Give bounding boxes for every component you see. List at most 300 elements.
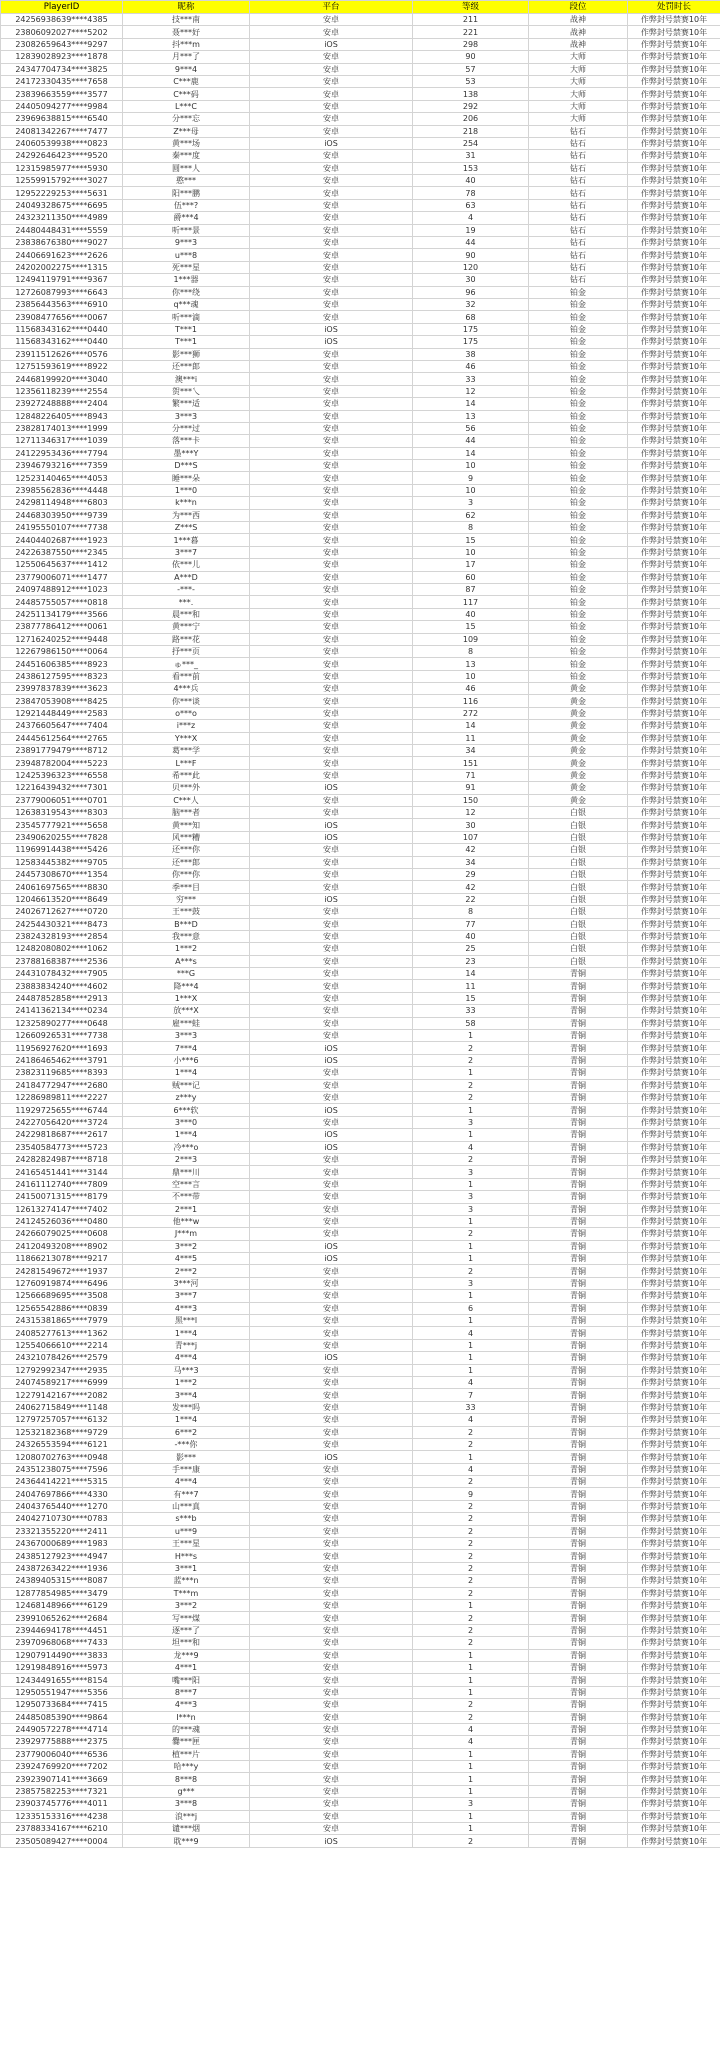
- penalty-cell: 作弊封号禁赛10年: [628, 844, 720, 856]
- player-id-cell: 24256938639****4385: [1, 14, 123, 26]
- table-row: [1, 732, 720, 744]
- platform-cell: 安卓: [250, 1575, 413, 1587]
- rank-cell: 战神: [529, 26, 628, 38]
- penalty-cell: 作弊封号禁赛10年: [628, 38, 720, 50]
- platform-cell: 安卓: [250, 1736, 413, 1748]
- nickname-cell: u***8: [123, 249, 250, 261]
- player-id-cell: 24405094277****9984: [1, 100, 123, 112]
- rank-cell: 钻石: [529, 150, 628, 162]
- table-row: [1, 831, 720, 843]
- penalty-cell: 作弊封号禁赛10年: [628, 1699, 720, 1711]
- table-row: [1, 1674, 720, 1686]
- platform-cell: 安卓: [250, 1389, 413, 1401]
- level-cell: 8: [413, 522, 529, 534]
- penalty-cell: 作弊封号禁赛10年: [628, 336, 720, 348]
- nickname-cell: 9***4: [123, 63, 250, 75]
- player-id-cell: 24195550107****7738: [1, 522, 123, 534]
- platform-cell: 安卓: [250, 1699, 413, 1711]
- player-id-cell: 23997837839****3623: [1, 683, 123, 695]
- platform-cell: 安卓: [250, 980, 413, 992]
- player-id-cell: 23545777921****5658: [1, 819, 123, 831]
- penalty-cell: 作弊封号禁赛10年: [628, 1476, 720, 1488]
- nickname-cell: 雇***蛙: [123, 1017, 250, 1029]
- penalty-cell: 作弊封号禁赛10年: [628, 621, 720, 633]
- platform-cell: 安卓: [250, 1166, 413, 1178]
- penalty-cell: 作弊封号禁赛10年: [628, 137, 720, 149]
- penalty-cell: 作弊封号禁赛10年: [628, 930, 720, 942]
- penalty-cell: 作弊封号禁赛10年: [628, 311, 720, 323]
- nickname-cell: 聂***好: [123, 26, 250, 38]
- platform-cell: 安卓: [250, 769, 413, 781]
- table-row: [1, 1116, 720, 1128]
- nickname-cell: 降***4: [123, 980, 250, 992]
- rank-cell: 青铜: [529, 1228, 628, 1240]
- level-cell: 120: [413, 261, 529, 273]
- level-cell: 1: [413, 1339, 529, 1351]
- rank-cell: 青铜: [529, 1339, 628, 1351]
- table-row: [1, 893, 720, 905]
- rank-cell: 青铜: [529, 1600, 628, 1612]
- table-row: [1, 385, 720, 397]
- nickname-cell: 黄***宁: [123, 621, 250, 633]
- level-cell: 2: [413, 1513, 529, 1525]
- level-cell: 1: [413, 1761, 529, 1773]
- table-row: [1, 1835, 720, 1847]
- nickname-cell: 晨***和: [123, 608, 250, 620]
- rank-cell: 青铜: [529, 1761, 628, 1773]
- player-id-cell: 11568343162****0440: [1, 336, 123, 348]
- player-id-cell: 12550645637****1412: [1, 559, 123, 571]
- nickname-cell: 坦***和: [123, 1637, 250, 1649]
- player-id-cell: 24161112740****7809: [1, 1178, 123, 1190]
- platform-cell: 安卓: [250, 1761, 413, 1773]
- player-id-cell: 23883834240****4602: [1, 980, 123, 992]
- level-cell: 53: [413, 75, 529, 87]
- level-cell: 1: [413, 1649, 529, 1661]
- rank-cell: 青铜: [529, 1624, 628, 1636]
- platform-cell: 安卓: [250, 720, 413, 732]
- player-id-cell: 12583445382****9705: [1, 856, 123, 868]
- penalty-cell: 作弊封号禁赛10年: [628, 63, 720, 75]
- platform-cell: iOS: [250, 819, 413, 831]
- table-row: [1, 447, 720, 459]
- nickname-cell: 6***软: [123, 1104, 250, 1116]
- table-row: [1, 323, 720, 335]
- player-id-cell: 12751593619****8922: [1, 360, 123, 372]
- level-cell: 44: [413, 435, 529, 447]
- player-id-cell: 12482080802****1062: [1, 943, 123, 955]
- level-cell: 1: [413, 1451, 529, 1463]
- platform-cell: 安卓: [250, 1327, 413, 1339]
- rank-cell: 青铜: [529, 1067, 628, 1079]
- player-id-cell: 12356118239****2554: [1, 385, 123, 397]
- platform-cell: 安卓: [250, 745, 413, 757]
- penalty-cell: 作弊封号禁赛10年: [628, 472, 720, 484]
- penalty-cell: 作弊封号禁赛10年: [628, 1488, 720, 1500]
- platform-cell: 安卓: [250, 658, 413, 670]
- table-row: [1, 1661, 720, 1673]
- rank-cell: 青铜: [529, 1773, 628, 1785]
- level-cell: 206: [413, 113, 529, 125]
- level-cell: 1: [413, 1030, 529, 1042]
- level-cell: 10: [413, 546, 529, 558]
- nickname-cell: 睡***朵: [123, 472, 250, 484]
- nickname-cell: 你***你: [123, 868, 250, 880]
- player-id-cell: 24165451441****3144: [1, 1166, 123, 1178]
- table-row: [1, 1315, 720, 1327]
- rank-cell: 青铜: [529, 1079, 628, 1091]
- table-row: [1, 1748, 720, 1760]
- table-row: [1, 1054, 720, 1066]
- table-row: [1, 1401, 720, 1413]
- rank-cell: 钻石: [529, 237, 628, 249]
- rank-cell: 白银: [529, 868, 628, 880]
- table-row: [1, 670, 720, 682]
- player-id-cell: 23908477656****0067: [1, 311, 123, 323]
- level-cell: 4: [413, 1327, 529, 1339]
- table-row: [1, 980, 720, 992]
- platform-cell: iOS: [250, 336, 413, 348]
- table-row: [1, 1612, 720, 1624]
- player-id-cell: 24490572278****4714: [1, 1723, 123, 1735]
- player-id-cell: 12877854985****3479: [1, 1587, 123, 1599]
- rank-cell: 青铜: [529, 1476, 628, 1488]
- platform-cell: 安卓: [250, 1339, 413, 1351]
- nickname-cell: 抖***m: [123, 38, 250, 50]
- penalty-cell: 作弊封号禁赛10年: [628, 1426, 720, 1438]
- player-id-cell: 24229818687****2617: [1, 1129, 123, 1141]
- table-row: [1, 137, 720, 149]
- table-row: [1, 1364, 720, 1376]
- nickname-cell: 不***带: [123, 1191, 250, 1203]
- penalty-cell: 作弊封号禁赛10年: [628, 732, 720, 744]
- player-id-cell: 12565542886****0839: [1, 1302, 123, 1314]
- level-cell: 116: [413, 695, 529, 707]
- platform-cell: 安卓: [250, 51, 413, 63]
- platform-cell: 安卓: [250, 1624, 413, 1636]
- level-cell: 23: [413, 955, 529, 967]
- rank-cell: 钻石: [529, 274, 628, 286]
- penalty-cell: 作弊封号禁赛10年: [628, 608, 720, 620]
- level-cell: 91: [413, 782, 529, 794]
- platform-cell: 安卓: [250, 274, 413, 286]
- platform-cell: 安卓: [250, 571, 413, 583]
- penalty-cell: 作弊封号禁赛10年: [628, 435, 720, 447]
- player-id-cell: 23944694178****4451: [1, 1624, 123, 1636]
- player-id-cell: 23082659643****9297: [1, 38, 123, 50]
- nickname-cell: 黄***场: [123, 137, 250, 149]
- table-row: [1, 360, 720, 372]
- rank-cell: 白银: [529, 881, 628, 893]
- penalty-cell: 作弊封号禁赛10年: [628, 1079, 720, 1091]
- rank-cell: 铂金: [529, 311, 628, 323]
- player-id-cell: 12839028923****1878: [1, 51, 123, 63]
- nickname-cell: 放***X: [123, 1005, 250, 1017]
- player-id-cell: 12950733684****7415: [1, 1699, 123, 1711]
- platform-cell: 安卓: [250, 1785, 413, 1797]
- rank-cell: 青铜: [529, 1327, 628, 1339]
- platform-cell: iOS: [250, 1835, 413, 1847]
- nickname-cell: 3***7: [123, 546, 250, 558]
- player-id-cell: 12952229253****5631: [1, 187, 123, 199]
- table-row: [1, 844, 720, 856]
- level-cell: 2: [413, 1265, 529, 1277]
- player-id-cell: 24367000689****1983: [1, 1538, 123, 1550]
- nickname-cell: 看***前: [123, 670, 250, 682]
- table-row: [1, 1823, 720, 1835]
- rank-cell: 铂金: [529, 410, 628, 422]
- nickname-cell: 3***1: [123, 1562, 250, 1574]
- penalty-cell: 作弊封号禁赛10年: [628, 1463, 720, 1475]
- penalty-cell: 作弊封号禁赛10年: [628, 980, 720, 992]
- nickname-cell: T***1: [123, 336, 250, 348]
- platform-cell: 安卓: [250, 1525, 413, 1537]
- table-row: [1, 608, 720, 620]
- level-cell: 10: [413, 484, 529, 496]
- rank-cell: 铂金: [529, 583, 628, 595]
- level-cell: 2: [413, 1476, 529, 1488]
- level-cell: 109: [413, 633, 529, 645]
- rank-cell: 青铜: [529, 1438, 628, 1450]
- table-row: [1, 261, 720, 273]
- player-id-cell: 24351238075****7596: [1, 1463, 123, 1475]
- player-id-cell: 24081342267****7477: [1, 125, 123, 137]
- level-cell: 218: [413, 125, 529, 137]
- nickname-cell: 落***卡: [123, 435, 250, 447]
- rank-cell: 青铜: [529, 1265, 628, 1277]
- player-id-cell: 24480448431****5559: [1, 224, 123, 236]
- table-row: [1, 906, 720, 918]
- player-id-cell: 24468303950****9739: [1, 509, 123, 521]
- platform-cell: 安卓: [250, 187, 413, 199]
- nickname-cell: 3***0: [123, 1116, 250, 1128]
- penalty-cell: 作弊封号禁赛10年: [628, 955, 720, 967]
- platform-cell: 安卓: [250, 1587, 413, 1599]
- nickname-cell: s***b: [123, 1513, 250, 1525]
- nickname-cell: 月***了: [123, 51, 250, 63]
- level-cell: 1: [413, 1253, 529, 1265]
- nickname-cell: o***o: [123, 707, 250, 719]
- level-cell: 17: [413, 559, 529, 571]
- rank-cell: 青铜: [529, 1810, 628, 1822]
- nickname-cell: 鼎***川: [123, 1166, 250, 1178]
- nickname-cell: 路***花: [123, 633, 250, 645]
- player-id-cell: 12216439432****7301: [1, 782, 123, 794]
- penalty-cell: 作弊封号禁赛10年: [628, 1823, 720, 1835]
- nickname-cell: 马***3: [123, 1364, 250, 1376]
- penalty-cell: 作弊封号禁赛10年: [628, 274, 720, 286]
- level-cell: 32: [413, 298, 529, 310]
- rank-cell: 青铜: [529, 1451, 628, 1463]
- level-cell: 298: [413, 38, 529, 50]
- player-id-cell: 12559915792****3027: [1, 175, 123, 187]
- penalty-cell: 作弊封号禁赛10年: [628, 683, 720, 695]
- level-cell: 15: [413, 621, 529, 633]
- nickname-cell: 3***8: [123, 1798, 250, 1810]
- table-row: [1, 1005, 720, 1017]
- table-row: [1, 807, 720, 819]
- player-id-cell: 11956927620****1693: [1, 1042, 123, 1054]
- platform-cell: 安卓: [250, 447, 413, 459]
- player-id-cell: 12792992347****2935: [1, 1364, 123, 1376]
- platform-cell: 安卓: [250, 311, 413, 323]
- table-row: [1, 1476, 720, 1488]
- player-id-cell: 24282824987****8718: [1, 1153, 123, 1165]
- level-cell: 40: [413, 930, 529, 942]
- platform-cell: 安卓: [250, 1079, 413, 1091]
- level-cell: 8: [413, 906, 529, 918]
- rank-cell: 黄金: [529, 769, 628, 781]
- player-id-cell: 24389405315****8087: [1, 1575, 123, 1587]
- table-row: [1, 175, 720, 187]
- table-row: [1, 1637, 720, 1649]
- rank-cell: 青铜: [529, 1290, 628, 1302]
- platform-cell: 安卓: [250, 63, 413, 75]
- table-row: [1, 311, 720, 323]
- rank-cell: 铂金: [529, 447, 628, 459]
- penalty-cell: 作弊封号禁赛10年: [628, 1525, 720, 1537]
- platform-cell: 安卓: [250, 968, 413, 980]
- table-row: [1, 1215, 720, 1227]
- table-row: [1, 422, 720, 434]
- penalty-cell: 作弊封号禁赛10年: [628, 596, 720, 608]
- level-cell: 10: [413, 460, 529, 472]
- penalty-cell: 作弊封号禁赛10年: [628, 670, 720, 682]
- level-cell: 1: [413, 1240, 529, 1252]
- penalty-cell: 作弊封号禁赛10年: [628, 1327, 720, 1339]
- rank-cell: 黄金: [529, 695, 628, 707]
- player-id-cell: 24120493208****8902: [1, 1240, 123, 1252]
- platform-cell: iOS: [250, 782, 413, 794]
- level-cell: 62: [413, 509, 529, 521]
- table-row: [1, 881, 720, 893]
- penalty-cell: 作弊封号禁赛10年: [628, 868, 720, 880]
- platform-cell: 安卓: [250, 1723, 413, 1735]
- nickname-cell: 浪***j: [123, 1810, 250, 1822]
- table-row: [1, 1414, 720, 1426]
- player-id-cell: 24026712627****0720: [1, 906, 123, 918]
- player-id-cell: 12434491655****8154: [1, 1674, 123, 1686]
- platform-cell: 安卓: [250, 1674, 413, 1686]
- table-row: [1, 918, 720, 930]
- level-cell: 14: [413, 720, 529, 732]
- player-id-cell: 24060539938****0823: [1, 137, 123, 149]
- nickname-cell: C***鹿: [123, 75, 250, 87]
- platform-cell: 安卓: [250, 1005, 413, 1017]
- penalty-cell: 作弊封号禁赛10年: [628, 1723, 720, 1735]
- player-id-cell: 12919848916****5973: [1, 1661, 123, 1673]
- table-row: [1, 398, 720, 410]
- nickname-cell: 爵***4: [123, 212, 250, 224]
- nickname-cell: 影***狮: [123, 348, 250, 360]
- level-cell: 25: [413, 943, 529, 955]
- player-id-cell: 23505089427****0004: [1, 1835, 123, 1847]
- platform-cell: 安卓: [250, 286, 413, 298]
- nickname-cell: 分***忘: [123, 113, 250, 125]
- player-id-cell: 24387263422****1936: [1, 1562, 123, 1574]
- nickname-cell: 4***4: [123, 1476, 250, 1488]
- platform-cell: 安卓: [250, 1612, 413, 1624]
- table-row: [1, 51, 720, 63]
- penalty-cell: 作弊封号禁赛10年: [628, 1215, 720, 1227]
- level-cell: 13: [413, 410, 529, 422]
- platform-cell: 安卓: [250, 1562, 413, 1574]
- nickname-cell: T***m: [123, 1587, 250, 1599]
- table-row: [1, 1736, 720, 1748]
- level-cell: 19: [413, 224, 529, 236]
- table-row: [1, 38, 720, 50]
- rank-cell: 铂金: [529, 633, 628, 645]
- nickname-cell: 还***郎: [123, 360, 250, 372]
- platform-cell: 安卓: [250, 1153, 413, 1165]
- player-id-cell: 24315381865****7979: [1, 1315, 123, 1327]
- level-cell: 272: [413, 707, 529, 719]
- penalty-cell: 作弊封号禁赛10年: [628, 373, 720, 385]
- table-row: [1, 472, 720, 484]
- penalty-cell: 作弊封号禁赛10年: [628, 1451, 720, 1463]
- player-id-cell: 24186465462****3791: [1, 1054, 123, 1066]
- level-cell: 30: [413, 274, 529, 286]
- platform-cell: 安卓: [250, 249, 413, 261]
- rank-cell: 铂金: [529, 608, 628, 620]
- table-row: [1, 1686, 720, 1698]
- player-id-cell: 23927248888****2404: [1, 398, 123, 410]
- penalty-cell: 作弊封号禁赛10年: [628, 410, 720, 422]
- table-row: [1, 583, 720, 595]
- rank-cell: 青铜: [529, 1005, 628, 1017]
- level-cell: 3: [413, 1166, 529, 1178]
- platform-cell: 安卓: [250, 1748, 413, 1760]
- level-cell: 138: [413, 88, 529, 100]
- nickname-cell: 贺***乀: [123, 385, 250, 397]
- nickname-cell: 蓝***n: [123, 1575, 250, 1587]
- rank-cell: 铂金: [529, 559, 628, 571]
- rank-cell: 青铜: [529, 1736, 628, 1748]
- rank-cell: 铂金: [529, 534, 628, 546]
- rank-cell: 青铜: [529, 1649, 628, 1661]
- table-row: [1, 633, 720, 645]
- level-cell: 254: [413, 137, 529, 149]
- penalty-cell: 作弊封号禁赛10年: [628, 1005, 720, 1017]
- level-cell: 34: [413, 745, 529, 757]
- platform-cell: 安卓: [250, 1091, 413, 1103]
- level-cell: 2: [413, 1835, 529, 1847]
- table-row: [1, 1042, 720, 1054]
- penalty-cell: 作弊封号禁赛10年: [628, 1253, 720, 1265]
- platform-cell: 安卓: [250, 1030, 413, 1042]
- header-platform: 平台: [250, 1, 413, 14]
- player-id-cell: 12921448449****2583: [1, 707, 123, 719]
- rank-cell: 黄金: [529, 732, 628, 744]
- penalty-cell: 作弊封号禁赛10年: [628, 559, 720, 571]
- penalty-cell: 作弊封号禁赛10年: [628, 1612, 720, 1624]
- table-row: [1, 1339, 720, 1351]
- table-row: [1, 1513, 720, 1525]
- penalty-cell: 作弊封号禁赛10年: [628, 1339, 720, 1351]
- level-cell: 292: [413, 100, 529, 112]
- nickname-cell: 4***3: [123, 1302, 250, 1314]
- penalty-cell: 作弊封号禁赛10年: [628, 1153, 720, 1165]
- rank-cell: 铂金: [529, 522, 628, 534]
- nickname-cell: 依***儿: [123, 559, 250, 571]
- penalty-cell: 作弊封号禁赛10年: [628, 1302, 720, 1314]
- player-id-cell: 24386127595****8323: [1, 670, 123, 682]
- rank-cell: 铂金: [529, 373, 628, 385]
- penalty-cell: 作弊封号禁赛10年: [628, 1030, 720, 1042]
- player-id-cell: 23970968068****7433: [1, 1637, 123, 1649]
- table-row: [1, 1389, 720, 1401]
- nickname-cell: 写***煤: [123, 1612, 250, 1624]
